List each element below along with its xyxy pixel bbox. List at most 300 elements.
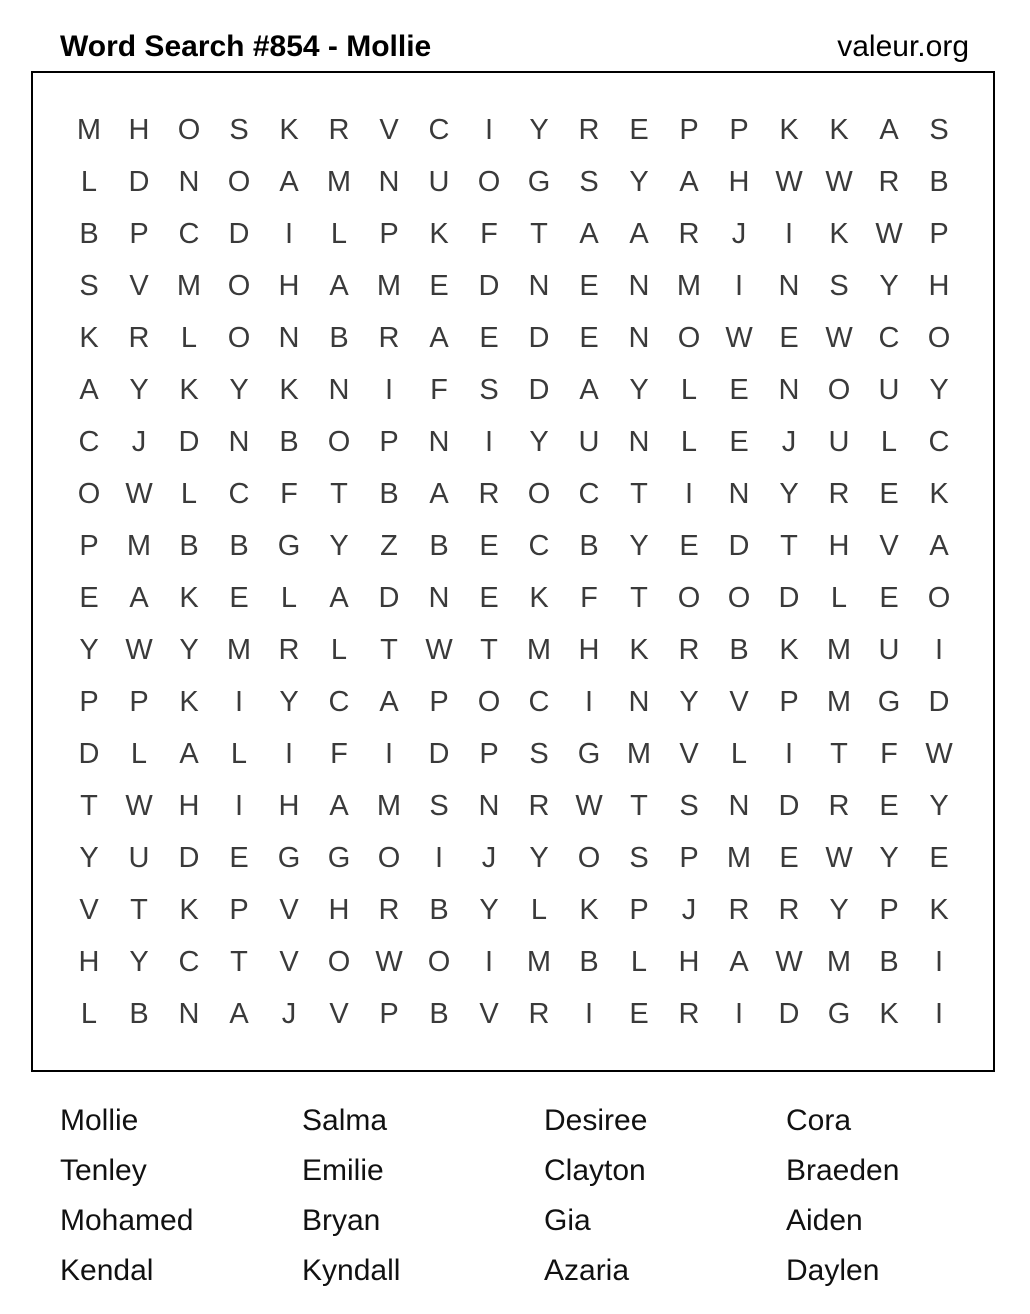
grid-letter[interactable]: H <box>678 945 700 978</box>
grid-letter[interactable]: I <box>784 217 794 250</box>
grid-letter[interactable]: L <box>680 373 698 406</box>
grid-letter[interactable]: Y <box>629 165 649 198</box>
grid-letter[interactable]: I <box>784 737 794 770</box>
grid-letter[interactable]: K <box>279 113 299 146</box>
grid-letter[interactable]: T <box>630 581 648 614</box>
grid-letter[interactable]: O <box>77 477 101 510</box>
grid-letter[interactable]: A <box>329 789 349 822</box>
grid-letter[interactable]: D <box>778 789 800 822</box>
grid-letter[interactable]: A <box>179 737 199 770</box>
grid-letter[interactable]: A <box>329 269 349 302</box>
grid-letter[interactable]: B <box>579 529 599 562</box>
grid-letter[interactable]: E <box>479 581 499 614</box>
grid-letter[interactable]: Y <box>529 425 549 458</box>
grid-letter[interactable]: I <box>484 113 494 146</box>
grid-letter[interactable]: A <box>929 529 949 562</box>
grid-letter[interactable]: R <box>278 633 300 666</box>
grid-letter[interactable]: N <box>228 425 250 458</box>
grid-letter[interactable]: L <box>630 945 648 978</box>
grid-letter[interactable]: M <box>826 945 852 978</box>
grid-letter[interactable]: R <box>678 217 700 250</box>
grid-letter[interactable]: C <box>578 477 600 510</box>
grid-letter[interactable]: I <box>234 789 244 822</box>
grid-letter[interactable]: W <box>425 633 453 666</box>
grid-letter[interactable]: Y <box>229 373 249 406</box>
grid-letter[interactable]: K <box>429 217 449 250</box>
grid-letter[interactable]: R <box>728 893 750 926</box>
grid-letter[interactable]: Y <box>329 529 349 562</box>
grid-letter[interactable]: W <box>125 633 153 666</box>
grid-letter[interactable]: B <box>329 321 349 354</box>
grid-letter[interactable]: B <box>879 945 899 978</box>
grid-letter[interactable]: O <box>227 321 251 354</box>
grid-letter[interactable]: G <box>827 997 851 1030</box>
grid-letter[interactable]: P <box>679 841 699 874</box>
grid-letter[interactable]: C <box>228 477 250 510</box>
grid-letter[interactable]: S <box>529 737 549 770</box>
grid-letter[interactable]: C <box>528 685 550 718</box>
grid-letter[interactable]: O <box>727 581 751 614</box>
grid-letter[interactable]: L <box>880 425 898 458</box>
grid-letter[interactable]: N <box>178 165 200 198</box>
grid-letter[interactable]: S <box>679 789 699 822</box>
grid-letter[interactable]: P <box>629 893 649 926</box>
grid-letter[interactable]: H <box>828 529 850 562</box>
grid-letter[interactable]: C <box>428 113 450 146</box>
grid-letter[interactable]: T <box>480 633 498 666</box>
grid-letter[interactable]: E <box>729 425 749 458</box>
grid-letter[interactable]: I <box>484 425 494 458</box>
grid-letter[interactable]: D <box>778 997 800 1030</box>
grid-letter[interactable]: O <box>327 425 351 458</box>
grid-letter[interactable]: V <box>279 945 299 978</box>
grid-letter[interactable]: N <box>728 789 750 822</box>
grid-letter[interactable]: K <box>529 581 549 614</box>
grid-letter[interactable]: P <box>129 685 149 718</box>
grid-letter[interactable]: W <box>725 321 753 354</box>
grid-letter[interactable]: O <box>677 581 701 614</box>
grid-letter[interactable]: J <box>681 893 697 926</box>
grid-letter[interactable]: H <box>928 269 950 302</box>
grid-letter[interactable]: E <box>879 581 899 614</box>
grid-letter[interactable]: N <box>778 373 800 406</box>
grid-letter[interactable]: O <box>927 321 951 354</box>
grid-letter[interactable]: D <box>128 165 150 198</box>
grid-letter[interactable]: Y <box>629 529 649 562</box>
grid-letter[interactable]: N <box>178 997 200 1030</box>
grid-letter[interactable]: A <box>429 477 449 510</box>
grid-letter[interactable]: K <box>879 997 899 1030</box>
grid-letter[interactable]: D <box>178 841 200 874</box>
grid-letter[interactable]: V <box>79 893 99 926</box>
grid-letter[interactable]: F <box>480 217 498 250</box>
grid-letter[interactable]: O <box>177 113 201 146</box>
grid-letter[interactable]: V <box>329 997 349 1030</box>
grid-letter[interactable]: G <box>277 529 301 562</box>
grid-letter[interactable]: E <box>479 529 499 562</box>
grid-letter[interactable]: R <box>828 477 850 510</box>
grid-letter[interactable]: Y <box>179 633 199 666</box>
grid-letter[interactable]: R <box>878 165 900 198</box>
grid-letter[interactable]: K <box>179 373 199 406</box>
grid-letter[interactable]: E <box>579 269 599 302</box>
grid-letter[interactable]: I <box>284 737 294 770</box>
grid-letter[interactable]: I <box>934 945 944 978</box>
grid-letter[interactable]: I <box>734 269 744 302</box>
grid-letter[interactable]: E <box>879 789 899 822</box>
grid-letter[interactable]: D <box>528 321 550 354</box>
grid-letter[interactable]: Y <box>129 373 149 406</box>
grid-letter[interactable]: K <box>179 685 199 718</box>
grid-letter[interactable]: P <box>929 217 949 250</box>
grid-letter[interactable]: E <box>679 529 699 562</box>
grid-letter[interactable]: P <box>229 893 249 926</box>
grid-letter[interactable]: R <box>478 477 500 510</box>
grid-letter[interactable]: B <box>179 529 199 562</box>
grid-letter[interactable]: T <box>80 789 98 822</box>
grid-letter[interactable]: C <box>328 685 350 718</box>
grid-letter[interactable]: M <box>226 633 252 666</box>
grid-letter[interactable]: E <box>579 321 599 354</box>
grid-letter[interactable]: P <box>479 737 499 770</box>
grid-letter[interactable]: V <box>379 113 399 146</box>
grid-letter[interactable]: V <box>129 269 149 302</box>
grid-letter[interactable]: H <box>278 789 300 822</box>
grid-letter[interactable]: K <box>829 113 849 146</box>
grid-letter[interactable]: B <box>579 945 599 978</box>
grid-letter[interactable]: S <box>629 841 649 874</box>
grid-letter[interactable]: K <box>179 893 199 926</box>
grid-letter[interactable]: B <box>229 529 249 562</box>
grid-letter[interactable]: M <box>326 165 352 198</box>
grid-letter[interactable]: Y <box>529 113 549 146</box>
grid-letter[interactable]: L <box>680 425 698 458</box>
grid-letter[interactable]: E <box>629 113 649 146</box>
grid-letter[interactable]: I <box>434 841 444 874</box>
grid-letter[interactable]: S <box>829 269 849 302</box>
grid-letter[interactable]: O <box>577 841 601 874</box>
grid-letter[interactable]: V <box>679 737 699 770</box>
grid-letter[interactable]: L <box>130 737 148 770</box>
grid-letter[interactable]: Y <box>79 841 99 874</box>
grid-letter[interactable]: P <box>79 685 99 718</box>
grid-letter[interactable]: O <box>927 581 951 614</box>
grid-letter[interactable]: O <box>677 321 701 354</box>
grid-letter[interactable]: H <box>128 113 150 146</box>
grid-letter[interactable]: F <box>430 373 448 406</box>
grid-letter[interactable]: P <box>679 113 699 146</box>
grid-letter[interactable]: U <box>878 373 900 406</box>
grid-letter[interactable]: L <box>80 997 98 1030</box>
grid-letter[interactable]: L <box>180 321 198 354</box>
grid-letter[interactable]: B <box>929 165 949 198</box>
grid-letter[interactable]: P <box>879 893 899 926</box>
grid-letter[interactable]: A <box>79 373 99 406</box>
grid-letter[interactable]: V <box>279 893 299 926</box>
grid-letter[interactable]: O <box>527 477 551 510</box>
grid-letter[interactable]: U <box>828 425 850 458</box>
grid-letter[interactable]: U <box>878 633 900 666</box>
grid-letter[interactable]: C <box>78 425 100 458</box>
grid-letter[interactable]: R <box>828 789 850 822</box>
grid-letter[interactable]: J <box>131 425 147 458</box>
grid-letter[interactable]: I <box>584 685 594 718</box>
grid-letter[interactable]: Y <box>79 633 99 666</box>
grid-letter[interactable]: B <box>79 217 99 250</box>
grid-letter[interactable]: S <box>479 373 499 406</box>
grid-letter[interactable]: I <box>384 373 394 406</box>
grid-letter[interactable]: E <box>779 841 799 874</box>
grid-letter[interactable]: T <box>530 217 548 250</box>
grid-letter[interactable]: S <box>229 113 249 146</box>
grid-letter[interactable]: P <box>379 217 399 250</box>
grid-letter[interactable]: F <box>880 737 898 770</box>
grid-letter[interactable]: R <box>328 113 350 146</box>
grid-letter[interactable]: B <box>429 893 449 926</box>
grid-letter[interactable]: D <box>178 425 200 458</box>
grid-letter[interactable]: K <box>279 373 299 406</box>
grid-letter[interactable]: B <box>429 529 449 562</box>
grid-letter[interactable]: F <box>580 581 598 614</box>
grid-letter[interactable]: D <box>378 581 400 614</box>
grid-letter[interactable]: W <box>875 217 903 250</box>
grid-letter[interactable]: K <box>779 113 799 146</box>
grid-letter[interactable]: Y <box>779 477 799 510</box>
grid-letter[interactable]: M <box>376 789 402 822</box>
grid-letter[interactable]: S <box>429 789 449 822</box>
grid-letter[interactable]: P <box>379 997 399 1030</box>
grid-letter[interactable]: M <box>726 841 752 874</box>
grid-letter[interactable]: Y <box>929 373 949 406</box>
grid-letter[interactable]: T <box>380 633 398 666</box>
grid-letter[interactable]: U <box>578 425 600 458</box>
grid-letter[interactable]: D <box>78 737 100 770</box>
grid-letter[interactable]: Y <box>929 789 949 822</box>
grid-letter[interactable]: D <box>478 269 500 302</box>
grid-letter[interactable]: A <box>279 165 299 198</box>
grid-letter[interactable]: C <box>928 425 950 458</box>
grid-letter[interactable]: I <box>584 997 594 1030</box>
grid-letter[interactable]: P <box>779 685 799 718</box>
grid-letter[interactable]: B <box>129 997 149 1030</box>
grid-letter[interactable]: J <box>781 425 797 458</box>
grid-letter[interactable]: D <box>928 685 950 718</box>
grid-letter[interactable]: K <box>929 893 949 926</box>
grid-letter[interactable]: B <box>279 425 299 458</box>
grid-letter[interactable]: M <box>76 113 102 146</box>
grid-letter[interactable]: N <box>478 789 500 822</box>
grid-letter[interactable]: A <box>129 581 149 614</box>
grid-letter[interactable]: G <box>527 165 551 198</box>
grid-letter[interactable]: N <box>628 269 650 302</box>
grid-letter[interactable]: M <box>526 633 552 666</box>
grid-letter[interactable]: N <box>528 269 550 302</box>
grid-letter[interactable]: O <box>477 685 501 718</box>
grid-letter[interactable]: R <box>678 997 700 1030</box>
grid-letter[interactable]: S <box>79 269 99 302</box>
grid-letter[interactable]: I <box>384 737 394 770</box>
grid-letter[interactable]: A <box>329 581 349 614</box>
grid-letter[interactable]: N <box>778 269 800 302</box>
grid-letter[interactable]: D <box>778 581 800 614</box>
grid-letter[interactable]: G <box>577 737 601 770</box>
grid-letter[interactable]: T <box>330 477 348 510</box>
grid-letter[interactable]: G <box>327 841 351 874</box>
grid-letter[interactable]: M <box>676 269 702 302</box>
grid-letter[interactable]: R <box>378 321 400 354</box>
grid-letter[interactable]: V <box>879 529 899 562</box>
grid-letter[interactable]: T <box>130 893 148 926</box>
grid-letter[interactable]: H <box>178 789 200 822</box>
grid-letter[interactable]: F <box>330 737 348 770</box>
grid-letter[interactable]: A <box>629 217 649 250</box>
grid-letter[interactable]: K <box>829 217 849 250</box>
grid-letter[interactable]: D <box>728 529 750 562</box>
grid-letter[interactable]: W <box>575 789 603 822</box>
grid-letter[interactable]: Y <box>879 841 899 874</box>
grid-letter[interactable]: N <box>628 321 650 354</box>
grid-letter[interactable]: Z <box>380 529 398 562</box>
grid-letter[interactable]: R <box>578 113 600 146</box>
grid-letter[interactable]: Y <box>529 841 549 874</box>
grid-letter[interactable]: P <box>379 425 399 458</box>
grid-letter[interactable]: D <box>428 737 450 770</box>
grid-letter[interactable]: J <box>281 997 297 1030</box>
grid-letter[interactable]: T <box>830 737 848 770</box>
grid-letter[interactable]: K <box>779 633 799 666</box>
grid-letter[interactable]: C <box>878 321 900 354</box>
grid-letter[interactable]: A <box>229 997 249 1030</box>
grid-letter[interactable]: M <box>626 737 652 770</box>
grid-letter[interactable]: H <box>78 945 100 978</box>
grid-letter[interactable]: U <box>128 841 150 874</box>
grid-letter[interactable]: P <box>79 529 99 562</box>
grid-letter[interactable]: W <box>375 945 403 978</box>
grid-letter[interactable]: H <box>278 269 300 302</box>
grid-letter[interactable]: T <box>630 789 648 822</box>
grid-letter[interactable]: W <box>125 477 153 510</box>
grid-letter[interactable]: K <box>179 581 199 614</box>
grid-letter[interactable]: N <box>728 477 750 510</box>
grid-letter[interactable]: K <box>929 477 949 510</box>
grid-letter[interactable]: E <box>479 321 499 354</box>
grid-letter[interactable]: I <box>684 477 694 510</box>
grid-letter[interactable]: W <box>925 737 953 770</box>
grid-letter[interactable]: E <box>929 841 949 874</box>
grid-letter[interactable]: V <box>479 997 499 1030</box>
grid-letter[interactable]: T <box>230 945 248 978</box>
grid-letter[interactable]: I <box>734 997 744 1030</box>
grid-letter[interactable]: R <box>528 789 550 822</box>
grid-letter[interactable]: K <box>579 893 599 926</box>
grid-letter[interactable]: B <box>379 477 399 510</box>
grid-letter[interactable]: E <box>429 269 449 302</box>
grid-letter[interactable]: W <box>775 165 803 198</box>
grid-letter[interactable]: L <box>730 737 748 770</box>
grid-letter[interactable]: C <box>178 217 200 250</box>
grid-letter[interactable]: E <box>629 997 649 1030</box>
grid-letter[interactable]: A <box>379 685 399 718</box>
grid-letter[interactable]: A <box>879 113 899 146</box>
grid-letter[interactable]: P <box>129 217 149 250</box>
grid-letter[interactable]: E <box>879 477 899 510</box>
grid-letter[interactable]: K <box>79 321 99 354</box>
grid-letter[interactable]: B <box>729 633 749 666</box>
grid-letter[interactable]: R <box>378 893 400 926</box>
grid-letter[interactable]: R <box>528 997 550 1030</box>
grid-letter[interactable]: P <box>429 685 449 718</box>
grid-letter[interactable]: O <box>227 165 251 198</box>
grid-letter[interactable]: Y <box>829 893 849 926</box>
grid-letter[interactable]: R <box>778 893 800 926</box>
grid-letter[interactable]: W <box>825 321 853 354</box>
grid-letter[interactable]: L <box>330 633 348 666</box>
grid-letter[interactable]: L <box>830 581 848 614</box>
grid-letter[interactable]: T <box>630 477 648 510</box>
grid-letter[interactable]: M <box>126 529 152 562</box>
grid-letter[interactable]: Y <box>879 269 899 302</box>
grid-letter[interactable]: L <box>180 477 198 510</box>
grid-letter[interactable]: N <box>378 165 400 198</box>
grid-letter[interactable]: D <box>228 217 250 250</box>
grid-letter[interactable]: M <box>826 633 852 666</box>
grid-letter[interactable]: Y <box>479 893 499 926</box>
grid-letter[interactable]: N <box>278 321 300 354</box>
grid-letter[interactable]: O <box>327 945 351 978</box>
grid-letter[interactable]: R <box>678 633 700 666</box>
grid-letter[interactable]: I <box>284 217 294 250</box>
grid-letter[interactable]: W <box>825 841 853 874</box>
grid-letter[interactable]: S <box>929 113 949 146</box>
grid-letter[interactable]: V <box>729 685 749 718</box>
grid-letter[interactable]: A <box>579 217 599 250</box>
grid-letter[interactable]: D <box>528 373 550 406</box>
grid-letter[interactable]: O <box>427 945 451 978</box>
grid-letter[interactable]: R <box>128 321 150 354</box>
grid-letter[interactable]: T <box>780 529 798 562</box>
grid-letter[interactable]: J <box>731 217 747 250</box>
grid-letter[interactable]: L <box>530 893 548 926</box>
grid-letter[interactable]: N <box>428 425 450 458</box>
grid-letter[interactable]: E <box>229 581 249 614</box>
grid-letter[interactable]: W <box>775 945 803 978</box>
grid-letter[interactable]: I <box>934 633 944 666</box>
grid-letter[interactable]: A <box>729 945 749 978</box>
grid-letter[interactable]: M <box>176 269 202 302</box>
grid-letter[interactable]: B <box>429 997 449 1030</box>
grid-letter[interactable]: A <box>429 321 449 354</box>
grid-letter[interactable]: N <box>428 581 450 614</box>
grid-letter[interactable]: A <box>679 165 699 198</box>
grid-letter[interactable]: E <box>729 373 749 406</box>
grid-letter[interactable]: A <box>579 373 599 406</box>
grid-letter[interactable]: C <box>178 945 200 978</box>
grid-letter[interactable]: O <box>827 373 851 406</box>
grid-letter[interactable]: E <box>79 581 99 614</box>
grid-letter[interactable]: Y <box>129 945 149 978</box>
grid-letter[interactable]: E <box>229 841 249 874</box>
grid-letter[interactable]: G <box>877 685 901 718</box>
grid-letter[interactable]: H <box>578 633 600 666</box>
grid-letter[interactable]: J <box>481 841 497 874</box>
grid-letter[interactable]: U <box>428 165 450 198</box>
grid-letter[interactable]: I <box>484 945 494 978</box>
grid-letter[interactable]: Y <box>279 685 299 718</box>
grid-letter[interactable]: L <box>230 737 248 770</box>
grid-letter[interactable]: L <box>330 217 348 250</box>
grid-letter[interactable]: M <box>826 685 852 718</box>
grid-letter[interactable]: L <box>280 581 298 614</box>
